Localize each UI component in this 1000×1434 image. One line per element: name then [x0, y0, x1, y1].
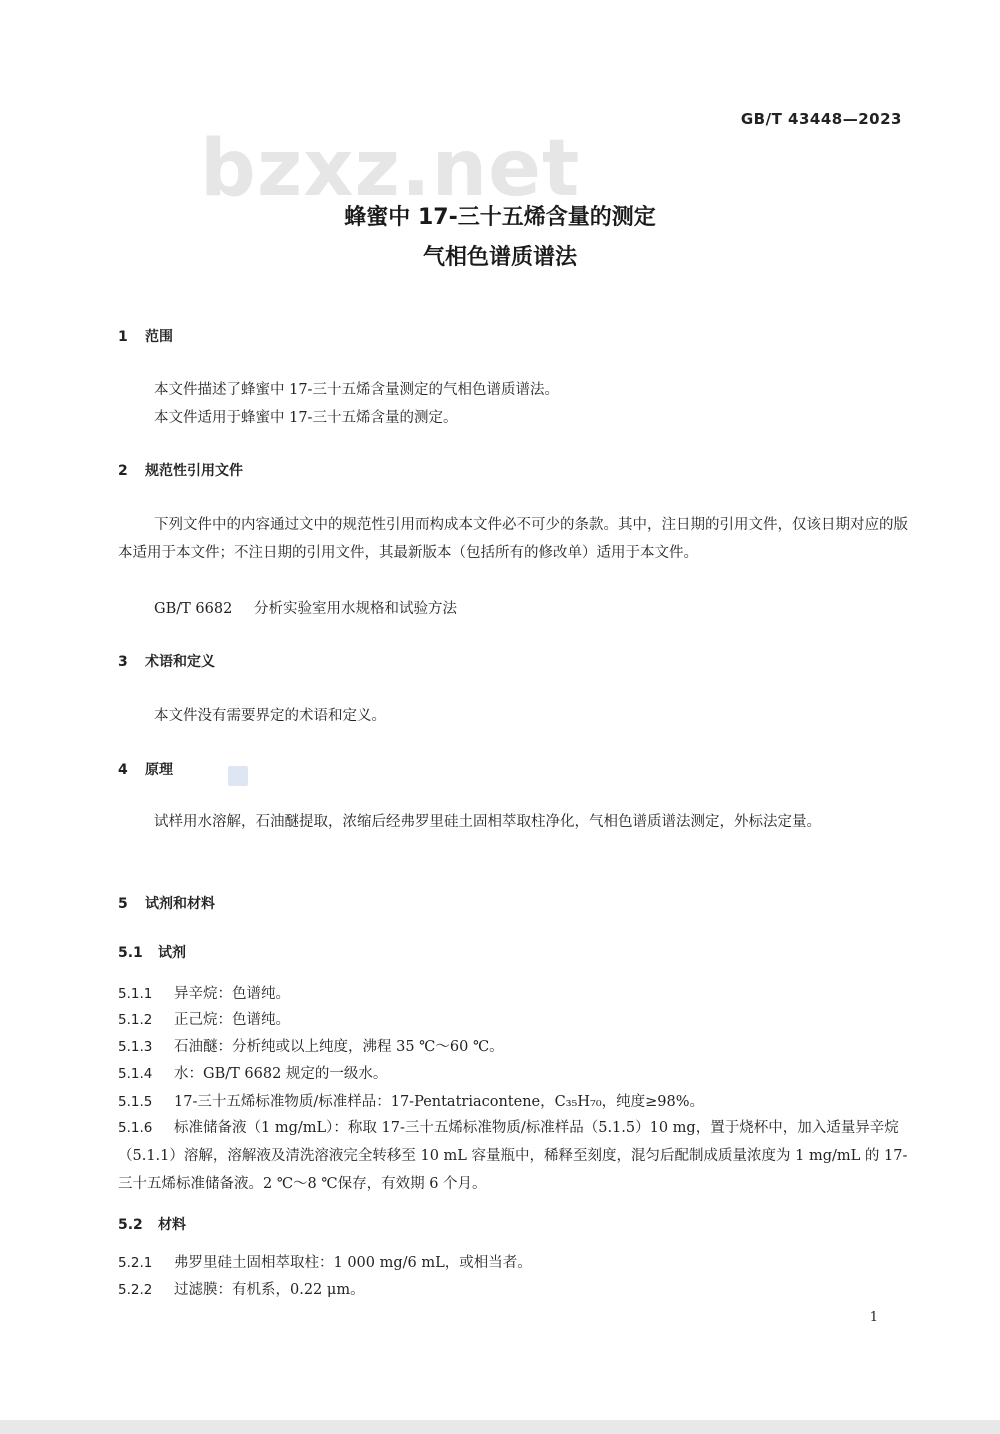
subsection-title: 试剂 — [158, 945, 186, 961]
section-heading-1 — [118, 326, 173, 346]
paragraph: 下列文件中的内容通过文中的规范性引用而构成本文件必不可少的条款。其中，注日期的引用文件，仅该日期对应的版本适用于本文件；不注日期的引用文件，其最新版本（包括所有的修改单）适用于本文件。 — [118, 517, 908, 561]
list-item — [118, 1060, 908, 1088]
viewer-bottom-bar — [0, 1420, 1000, 1434]
subsection-heading-5-1 — [118, 942, 186, 962]
item-number: 5.1.1 — [118, 986, 153, 1002]
item-text: 标准储备液（1 mg/mL）：称取 17-三十五烯标准物质/标准样品（5.1.5）10 mg，置于烧杯中，加入适量异辛烷（5.1.1）溶解，溶解液及清洗溶液完全转移至 10 mL 容量瓶中，稀释至刻度，混匀后配制成质量浓度为 1 mg/mL 的 17-三十五烯标准储备液。2 ℃～8 ℃保存，有效期 6 个月。 — [118, 1120, 908, 1192]
paragraph: 本文件适用于蜂蜜中 17-三十五烯含量的测定。 — [154, 410, 458, 426]
reference-code: GB/T 6682 — [154, 601, 233, 617]
item-number: 5.1.5 — [118, 1094, 153, 1110]
paragraph: 本文件描述了蜂蜜中 17-三十五烯含量测定的气相色谱质谱法。 — [154, 382, 559, 398]
item-number: 5.1.2 — [118, 1012, 153, 1028]
section-heading-2 — [118, 460, 243, 480]
document-title-line2: 气相色谱质谱法 — [422, 245, 577, 270]
section-title: 规范性引用文件 — [145, 463, 243, 479]
subsection-number: 5.2 — [118, 1217, 143, 1233]
item-text: 异辛烷：色谱纯。 — [174, 986, 290, 1002]
section-number: 3 — [118, 654, 128, 670]
section-title: 试剂和材料 — [145, 896, 215, 912]
item-number: 5.1.6 — [118, 1120, 153, 1136]
page-number: 1 — [869, 1310, 878, 1325]
standard-number: GB/T 43448—2023 — [740, 110, 902, 128]
list-item — [118, 1249, 908, 1277]
item-text: 弗罗里硅土固相萃取柱：1 000 mg/6 mL，或相当者。 — [174, 1255, 532, 1271]
document-title-line1: 蜂蜜中 17-三十五烯含量的测定 — [344, 205, 656, 230]
list-item — [118, 1114, 908, 1198]
section-title: 术语和定义 — [145, 654, 215, 670]
section-heading-3 — [118, 651, 215, 671]
section-heading-4 — [118, 759, 173, 779]
reference-title: 分析实验室用水规格和试验方法 — [254, 601, 457, 617]
item-text: 水：GB/T 6682 规定的一级水。 — [174, 1066, 388, 1082]
item-text: 过滤膜：有机系，0.22 μm。 — [174, 1282, 365, 1298]
item-text: 石油醚：分析纯或以上纯度，沸程 35 ℃～60 ℃。 — [174, 1039, 504, 1055]
section-number: 4 — [118, 762, 128, 778]
paragraph: 试样用水溶解，石油醚提取，浓缩后经弗罗里硅土固相萃取柱净化，气相色谱质谱法测定，外标法定量。 — [154, 814, 821, 830]
list-item — [118, 1006, 908, 1034]
section-title: 原理 — [145, 762, 173, 778]
section-title: 范围 — [145, 329, 173, 345]
item-number: 5.1.4 — [118, 1066, 153, 1082]
list-item — [118, 1033, 908, 1061]
section-number: 2 — [118, 463, 128, 479]
watermark: bzxz.net — [200, 124, 581, 214]
section-heading-5 — [118, 893, 215, 913]
scan-mark — [228, 766, 248, 786]
list-item — [118, 1088, 908, 1116]
item-text: 17-三十五烯标准物质/标准样品：17-Pentatriacontene，C₃₅H₇₀，纯度≥98%。 — [174, 1094, 705, 1110]
paragraph: 本文件没有需要界定的术语和定义。 — [154, 708, 386, 724]
item-number: 5.2.1 — [118, 1255, 153, 1271]
section-number: 5 — [118, 896, 128, 912]
subsection-number: 5.1 — [118, 945, 143, 961]
item-number: 5.1.3 — [118, 1039, 153, 1055]
list-item — [118, 980, 908, 1008]
normative-reference — [154, 597, 457, 618]
item-text: 正己烷：色谱纯。 — [174, 1012, 290, 1028]
item-number: 5.2.2 — [118, 1282, 153, 1298]
subsection-heading-5-2 — [118, 1214, 186, 1234]
section-number: 1 — [118, 329, 128, 345]
subsection-title: 材料 — [158, 1217, 186, 1233]
list-item — [118, 1276, 908, 1304]
